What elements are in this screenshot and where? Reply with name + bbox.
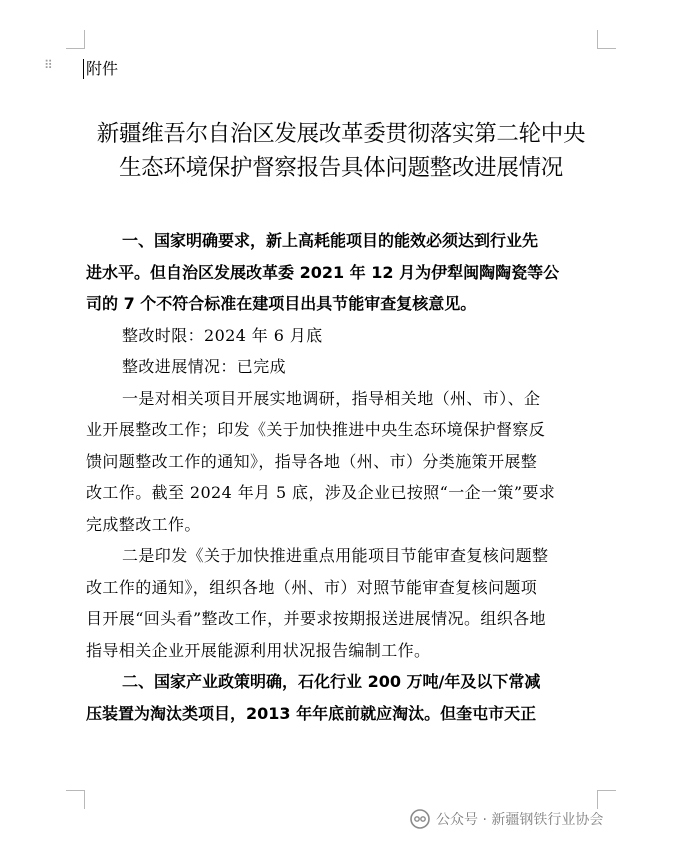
text-line: 司的 7 个不符合标准在建项目出具节能审查复核意见。: [86, 294, 477, 313]
measure-1-paragraph: [86, 383, 598, 541]
section-1-heading: [86, 225, 598, 320]
deadline-paragraph: [86, 320, 598, 352]
crop-mark-bottom-left: [66, 790, 85, 809]
text-line: 馈问题整改工作的通知》，指导各地（州、市）分类施策开展整: [86, 451, 538, 471]
text-line: 业开展整改工作；印发《关于加快推进中央生态环境保护督察反: [86, 420, 546, 439]
text-line: 二是印发《关于加快推进重点用能项目节能审查复核问题整: [122, 546, 549, 565]
title-line-1: 新疆维吾尔自治区发展改革委贯彻落实第二轮中央: [96, 121, 586, 147]
crop-mark-top-left: [66, 30, 85, 49]
measure-2-paragraph: [86, 540, 598, 666]
text-line: 一、国家明确要求，新上高耗能项目的能效必须达到行业先: [122, 231, 539, 250]
text-line: 指导相关企业开展能源利用状况报告编制工作。: [86, 640, 431, 660]
text-line: 整改进展情况：已完成: [122, 357, 287, 376]
text-line: 改工作的通知》，组织各地（州、市）对照节能审查复核问题项: [86, 577, 538, 597]
section-2-heading: [86, 666, 598, 729]
wechat-official-account-icon: [410, 809, 430, 829]
text-line: 一是对相关项目开展实地调研，指导相关地（州、市）、企: [122, 388, 541, 408]
text-line: 目开展“回头看”整改工作，并要求按期报送进展情况。组织各地: [86, 609, 546, 628]
text-line: 压装置为淘汰类项目，2013 年年底前就应淘汰。但奎屯市天正: [86, 703, 537, 723]
watermark: [410, 806, 603, 832]
text-line: 整改时限：2024 年 6 月底: [122, 325, 323, 345]
text-cursor: [83, 59, 84, 79]
document-body[interactable]: [86, 225, 598, 729]
text-line: 进水平。但自治区发展改革委 2021 年 12 月为伊犁闽陶陶瓷等公: [86, 262, 560, 282]
watermark-text: 公众号 · 新疆钢铁行业协会: [436, 812, 604, 828]
progress-paragraph: [86, 351, 598, 383]
paragraph-drag-handle-icon[interactable]: ⠿: [44, 58, 53, 72]
attachment-label[interactable]: 附件: [86, 59, 119, 78]
crop-mark-top-right: [597, 30, 616, 49]
text-line: 完成整改工作。: [86, 514, 201, 534]
document-title[interactable]: [70, 117, 612, 185]
text-line: 二、国家产业政策明确，石化行业 200 万吨/年及以下常减: [122, 672, 541, 691]
title-line-2: 生态环境保护督察报告具体问题整改进展情况: [118, 155, 563, 181]
text-line: 改工作。截至 2024 年月 5 底，涉及企业已按照“一企一策”要求: [86, 483, 556, 502]
